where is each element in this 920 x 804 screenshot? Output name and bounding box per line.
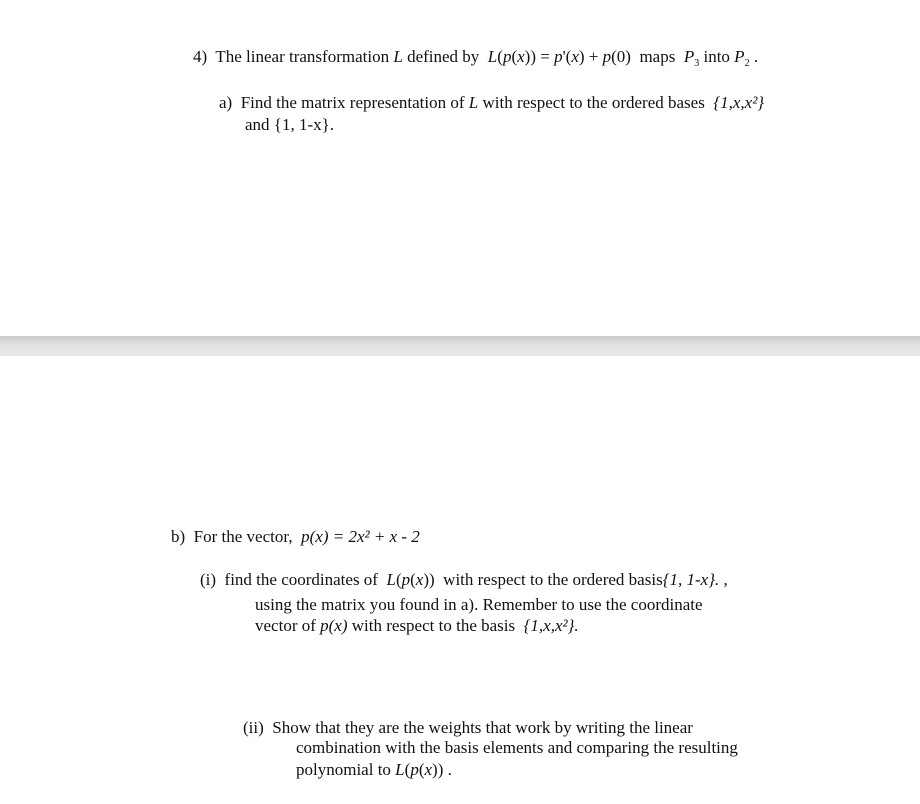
part-b-vector: p(x) = 2x² + x - 2 bbox=[301, 527, 420, 546]
domain-space: P bbox=[683, 47, 695, 66]
statement-intro: The linear transformation bbox=[215, 47, 390, 66]
part-b-i-text1a: find the coordinates of bbox=[224, 570, 378, 589]
part-b-ii-line1 bbox=[243, 717, 693, 739]
part-b-ii-text1: Show that they are the weights that work by writing the linear bbox=[272, 718, 693, 737]
part-b-ii-image-expr: L(p(x)) bbox=[395, 760, 444, 779]
part-b-ii-text3: polynomial to bbox=[296, 760, 391, 779]
part-a-line1 bbox=[219, 92, 764, 114]
part-b-i-line1 bbox=[200, 569, 728, 591]
part-b-ii-label: (ii) bbox=[243, 718, 264, 737]
part-b-ii-line2 bbox=[296, 737, 738, 759]
domain-subscript: 3 bbox=[694, 58, 700, 69]
part-b-line bbox=[171, 526, 420, 548]
question-number: 4) bbox=[193, 47, 208, 66]
part-b-ii-line3: polynomial to L(p(x)) . bbox=[296, 760, 452, 779]
part-b-i-text1b: with respect to the ordered basis bbox=[443, 570, 663, 589]
codomain-space: P bbox=[734, 47, 745, 66]
question-statement: 4) The linear transformation L defined by L(p(x)) = p'(x) + p(0) maps $P_3$ into $P_2$ . bbox=[193, 47, 759, 69]
part-b-i-basis: {1, 1-x}. bbox=[662, 570, 720, 589]
part-b-i-image-expr: L(p(x)) bbox=[386, 570, 435, 589]
part-a-text1b: with respect to the ordered bases bbox=[482, 93, 705, 112]
part-a-text1: Find the matrix representation of bbox=[240, 93, 465, 112]
codomain-subscript: 2 bbox=[744, 58, 750, 69]
part-b-i-basis2: {1,x,x²}. bbox=[523, 616, 579, 635]
page-top bbox=[0, 0, 920, 336]
part-b-i-label: (i) bbox=[200, 570, 217, 589]
part-b-intro: For the vector, bbox=[193, 527, 293, 546]
part-b-i-text2: using the matrix you found in a). Remember to use the coordinate bbox=[255, 595, 703, 614]
part-b-label: b) bbox=[171, 527, 186, 546]
page-separator bbox=[0, 336, 920, 356]
maps-word: maps bbox=[639, 47, 676, 66]
into-word: into bbox=[703, 47, 730, 66]
part-a-line2 bbox=[245, 114, 334, 136]
part-a-text2: and {1, 1-x}. bbox=[245, 115, 335, 134]
part-b-i-line2 bbox=[255, 594, 703, 616]
statement-defined: defined by bbox=[407, 47, 480, 66]
page-bottom bbox=[0, 356, 920, 804]
part-b-ii-text2: combination with the basis elements and comparing the resulting bbox=[296, 738, 738, 757]
part-b-i-text3b: with respect to the basis bbox=[351, 616, 516, 635]
part-a-basis1: {1,x,x²} bbox=[713, 93, 765, 112]
operator-symbol: L bbox=[393, 47, 403, 66]
part-a-operator: L bbox=[468, 93, 479, 112]
part-b-i-end: , bbox=[723, 570, 728, 589]
part-b-i-line3 bbox=[255, 615, 579, 637]
part-a-label: a) bbox=[219, 93, 233, 112]
part-b-i-px: p(x) bbox=[320, 616, 348, 635]
transformation-formula: L(p(x)) = p'(x) + p(0) bbox=[487, 47, 631, 66]
part-b-i-text3a: vector of bbox=[255, 616, 316, 635]
